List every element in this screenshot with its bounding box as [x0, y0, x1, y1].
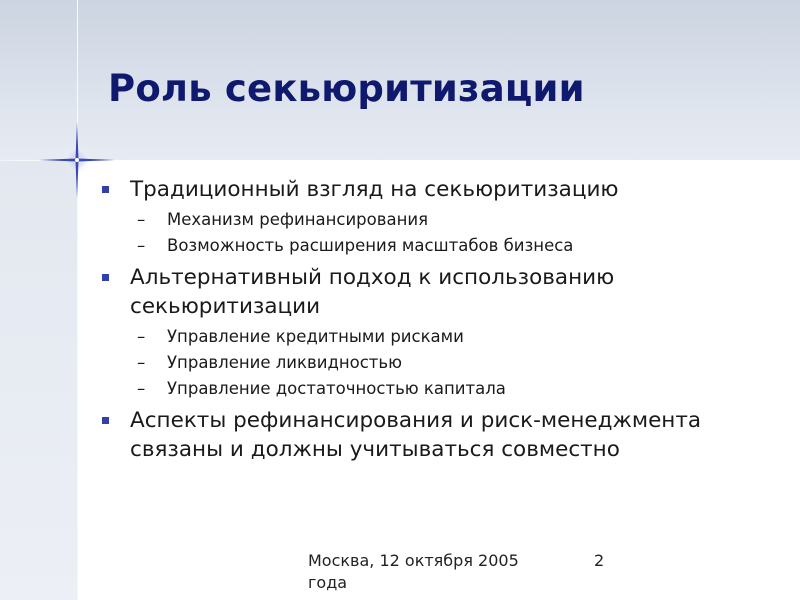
bullet-text: Традиционный взгляд на секьюритизацию: [130, 177, 619, 202]
square-bullet-icon: [102, 186, 109, 193]
bullet-item: [100, 175, 740, 204]
bullet-item: [100, 406, 740, 464]
sub-bullet-text: Возможность расширения масштабов бизнеса: [167, 236, 574, 255]
sub-bullet-item: [100, 324, 740, 350]
dash-marker: –: [137, 236, 146, 255]
dash-marker: –: [137, 327, 146, 346]
sub-bullet-list: [100, 324, 740, 402]
horizontal-accent-line: [0, 160, 800, 161]
dash-marker: –: [137, 353, 146, 372]
slide-title: Роль секьюритизации: [108, 67, 585, 110]
dash-marker: –: [137, 379, 146, 398]
sub-bullet-text: Управление кредитными рисками: [167, 327, 464, 346]
sub-bullet-text: Механизм рефинансирования: [167, 210, 429, 229]
square-bullet-icon: [102, 417, 109, 424]
dash-marker: –: [137, 210, 146, 229]
sub-bullet-item: [100, 376, 740, 402]
page-number: 2: [594, 551, 605, 570]
sub-bullet-text: Управление ликвидностью: [167, 353, 403, 372]
square-bullet-icon: [102, 274, 109, 281]
side-band: [0, 160, 78, 600]
bullet-item: [100, 263, 740, 321]
bullet-list: [100, 175, 740, 464]
sub-bullet-item: [100, 207, 740, 233]
bullet-text: Аспекты рефинансирования и риск-менеджмента связаны и должны учитываться совместно: [130, 408, 702, 462]
bullet-text: Альтернативный подход к использованию секьюритизации: [130, 265, 615, 319]
sub-bullet-list: [100, 207, 740, 259]
footer-date: Москва, 12 октября 2005 года: [308, 551, 519, 592]
sub-bullet-text: Управление достаточностью капитала: [167, 379, 506, 398]
vertical-accent-line: [77, 0, 78, 600]
sub-bullet-item: [100, 350, 740, 376]
sub-bullet-item: [100, 233, 740, 259]
